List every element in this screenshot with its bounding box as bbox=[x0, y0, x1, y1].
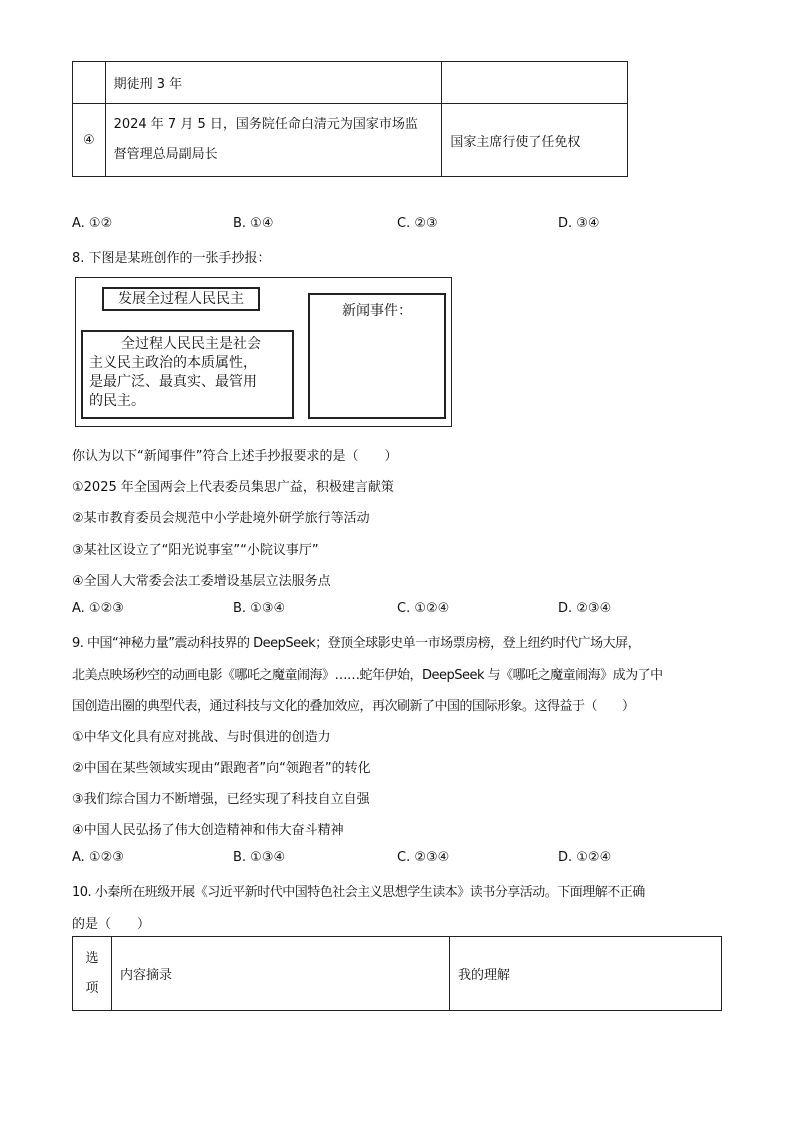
q10-stem-line: 的是（ ） bbox=[72, 917, 151, 932]
q8-item: ④全国人大常委会法工委增设基层立法服务点 bbox=[72, 574, 331, 589]
q8-item: ②某市教育委员会规范中小学赴境外研学旅行等活动 bbox=[72, 511, 370, 526]
q7-option-c[interactable]: C. ②③ bbox=[397, 216, 438, 231]
poster-body-line: 主义民主政治的本质属性， bbox=[89, 355, 257, 371]
q9-option-a[interactable]: A. ①②③ bbox=[72, 850, 124, 865]
q10-table-header-excerpt: 内容摘录 bbox=[112, 937, 450, 1011]
q9-stem-line: 国创造出圈的典型代表，通过科技与文化的叠加效应，再次刷新了中国的国际形象。这得益于（ ） bbox=[72, 699, 635, 714]
poster-body bbox=[81, 330, 294, 419]
q8-option-d[interactable]: D. ②③④ bbox=[558, 601, 612, 616]
poster-body-line: 全过程人民民主是社会 bbox=[121, 336, 261, 352]
poster-body-line: 的民主。 bbox=[89, 393, 145, 409]
q8-option-b[interactable]: B. ①③④ bbox=[233, 601, 286, 616]
q7-option-d[interactable]: D. ③④ bbox=[558, 216, 600, 231]
q7-table-analysis-cell bbox=[442, 62, 628, 104]
q7-table-event-line: 2024 年 7 月 5 日，国务院任命白清元为国家市场监 bbox=[113, 117, 418, 132]
poster bbox=[75, 277, 452, 427]
poster-news-label: 新闻事件： bbox=[342, 303, 412, 319]
q7-table-num-cell: ④ bbox=[73, 104, 106, 177]
q7-option-b[interactable]: B. ①④ bbox=[233, 216, 274, 231]
q8-question: 你认为以下“新闻事件”符合上述手抄报要求的是（ ） bbox=[72, 449, 398, 464]
q10-table-header-option-line: 选 bbox=[85, 950, 99, 966]
q9-stem-line: 北美点映场秒空的动画电影《哪吒之魔童闹海》……蛇年伊始，DeepSeek 与《哪吒之魔童闹海》成为了中 bbox=[72, 668, 663, 683]
q9-item: ②中国在某些领域实现由“跟跑者”向“领跑者”的转化 bbox=[72, 761, 371, 776]
q7-table-num-cell bbox=[73, 62, 106, 104]
q9-option-b[interactable]: B. ①③④ bbox=[233, 850, 286, 865]
q10-stem-line: 10. 小秦所在班级开展《习近平新时代中国特色社会主义思想学生读本》读书分享活动。下面理解不正确 bbox=[72, 885, 645, 900]
poster-news-box bbox=[308, 293, 446, 419]
q9-item: ①中华文化具有应对挑战、与时俱进的创造力 bbox=[72, 730, 331, 745]
q8-item: ③某社区设立了“阳光说事室”“小院议事厅” bbox=[72, 543, 319, 558]
q9-option-d[interactable]: D. ①②④ bbox=[558, 850, 612, 865]
q7-table bbox=[72, 61, 628, 177]
q7-option-a[interactable]: A. ①② bbox=[72, 216, 113, 231]
q8-option-c[interactable]: C. ①②④ bbox=[397, 601, 450, 616]
q7-table-event-line: 督管理总局副局长 bbox=[113, 147, 218, 162]
q9-item: ③我们综合国力不断增强，已经实现了科技自立自强 bbox=[72, 792, 370, 807]
q10-table-header-option bbox=[73, 937, 112, 1011]
poster-body-line: 是最广泛、最真实、最管用 bbox=[89, 374, 257, 390]
q10-table-header-understanding: 我的理解 bbox=[450, 937, 722, 1011]
q8-stem: 8. 下图是某班创作的一张手抄报： bbox=[72, 251, 271, 266]
q8-item: ①2025 年全国两会上代表委员集思广益，积极建言献策 bbox=[72, 480, 394, 495]
q10-table-header-option-line: 项 bbox=[85, 980, 99, 996]
q7-table-analysis-cell: 国家主席行使了任免权 bbox=[442, 104, 628, 177]
poster-title: 发展全过程人民民主 bbox=[102, 287, 260, 311]
q8-option-a[interactable]: A. ①②③ bbox=[72, 601, 124, 616]
q7-table-event-cell: 期徒刑 3 年 bbox=[105, 62, 442, 104]
q9-item: ④中国人民弘扬了伟大创造精神和伟大奋斗精神 bbox=[72, 823, 344, 838]
q9-option-c[interactable]: C. ②③④ bbox=[397, 850, 450, 865]
q9-stem-line: 9. 中国“神秘力量”震动科技界的 DeepSeek；登顶全球影史单一市场票房榜，登上纽约时代广场大屏， bbox=[72, 636, 641, 651]
q10-table bbox=[72, 936, 722, 1011]
q7-table-event-cell bbox=[105, 104, 442, 177]
